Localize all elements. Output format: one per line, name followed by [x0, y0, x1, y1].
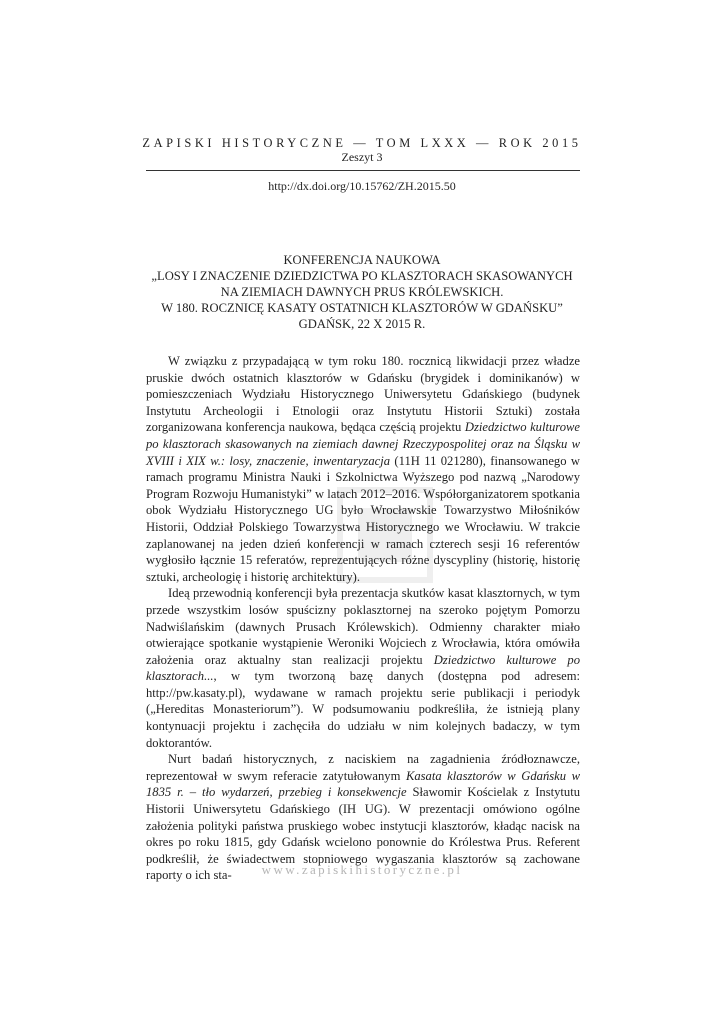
- paragraph-text: (11H 11 021280), finansowanego w ramach programu Ministra Nauki i Szkolnictwa Wyższego pod nazwą „Narodowy Program Rozwoju Humanistyki” w latach 2012–2016. Współorganizatorem spotkania obok Wydziału Historycznego UG było Wrocławskie Towarzystwo Miłośników Historii, Oddział Polskiego Towarzystwa Historycznego we Wrocławiu. W trakcie zaplanowanej na jeden dzień konferencji w ramach czterech sesji 16 referentów wygłosiło łącznie 15 referatów, reprezentujących różne dyscypliny (historię, historię sztuki, archeologię i historię architektury).: [146, 453, 581, 584]
- project-title-short: Dziedzictwo kulturowe po klasztorach...: [146, 652, 581, 684]
- paragraph-1: [146, 353, 580, 585]
- paragraph-text: W związku z przypadającą w tym roku 180. rocznicą likwidacji przez władze pruskie dwóch ostatnich klasztorów w Gdańsku (brygidek i dominikanów) w pomieszczeniach Wydziału Historycznego Uniwersytetu Gdańskiego (budynek Instytutu Archeologii i Etnologii oraz Instytutu Historii Sztuki) została zorganizowana konferencja naukowa, będąca częścią projektu: [146, 354, 580, 435]
- issue-number: Zeszyt 3: [341, 150, 383, 164]
- conference-title: [100, 252, 624, 332]
- paper-title: Kasata klasztorów w Gdańsku w 1835 r. – tło wydarzeń, przebieg i konsekwencje: [146, 768, 580, 800]
- paragraph-text: Sławomir Kościelak z Instytutu Historii Uniwersytetu Gdańskiego (IH UG). W prezentacji omówiono ogólne założenia polityki państwa pruskiego wobec instytucji klasztorów, kładąc nacisk na okres po roku 1815, gdy Gdańsk wcielono ponownie do Królestwa Prus. Referent podkreślił, że świadectwem stopniowego wygaszania klasztorów są zachowane raporty o ich sta-: [146, 785, 580, 883]
- paragraph-text: Ideą przewodnią konferencji była prezentacja skutków kasat klasztornych, w tym przede wszystkim losów spuścizny poklasztornej na szeroko pojętym Pomorzu Nadwiślańskim (dawnych Prusach Królewskich). Odmienny charakter miało otwierające spotkanie wystąpienie Weroniki Wojciech z Wrocławia, która omówiła założenia oraz aktualny stan realizacji projektu: [146, 586, 580, 667]
- header-divider: [146, 170, 580, 171]
- title-line: „LOSY I ZNACZENIE DZIEDZICTWA PO KLASZTORACH SKASOWANYCH: [151, 269, 573, 283]
- title-line: NA ZIEMIACH DAWNYCH PRUS KRÓLEWSKICH.: [220, 285, 504, 299]
- footer-website-url[interactable]: www.zapiskihistoryczne.pl: [261, 862, 463, 877]
- doi-link[interactable]: http://dx.doi.org/10.15762/ZH.2015.50: [268, 179, 456, 193]
- paragraph-2: [146, 585, 580, 751]
- title-line: KONFERENCJA NAUKOWA: [283, 253, 441, 267]
- article-body: [146, 353, 580, 884]
- project-title: Dziedzictwo kulturowe po klasztorach skasowanych na ziemiach dawnej Rzeczypospolitej oraz na Śląsku w XVIII i XIX w.: losy, znaczenie, inwentaryzacja: [146, 420, 580, 468]
- journal-header: ZAPISKI HISTORYCZNE — TOM LXXX — ROK 2015: [142, 136, 582, 150]
- title-line: W 180. ROCZNICĘ KASATY OSTATNICH KLASZTORÓW W GDAŃSKU”: [161, 301, 563, 315]
- paragraph-text: Nurt badań historycznych, z naciskiem na zagadnienia źródłoznawcze, reprezentował w swym referacie zatytułowanym: [146, 752, 580, 783]
- paragraph-text: , w tym tworzoną bazę danych (dostępna pod adresem: http://pw.kasaty.pl), wydawane w ramach projektu serie publikacji i periodyk („Hereditas Monasteriorum”). W podsumowaniu podkreśliła, że istnieją plany kontynuacji projektu i zachęciła do udziału w nim kolejnych badaczy, w tym doktorantów.: [146, 669, 580, 750]
- title-line: GDAŃSK, 22 X 2015 R.: [298, 317, 426, 331]
